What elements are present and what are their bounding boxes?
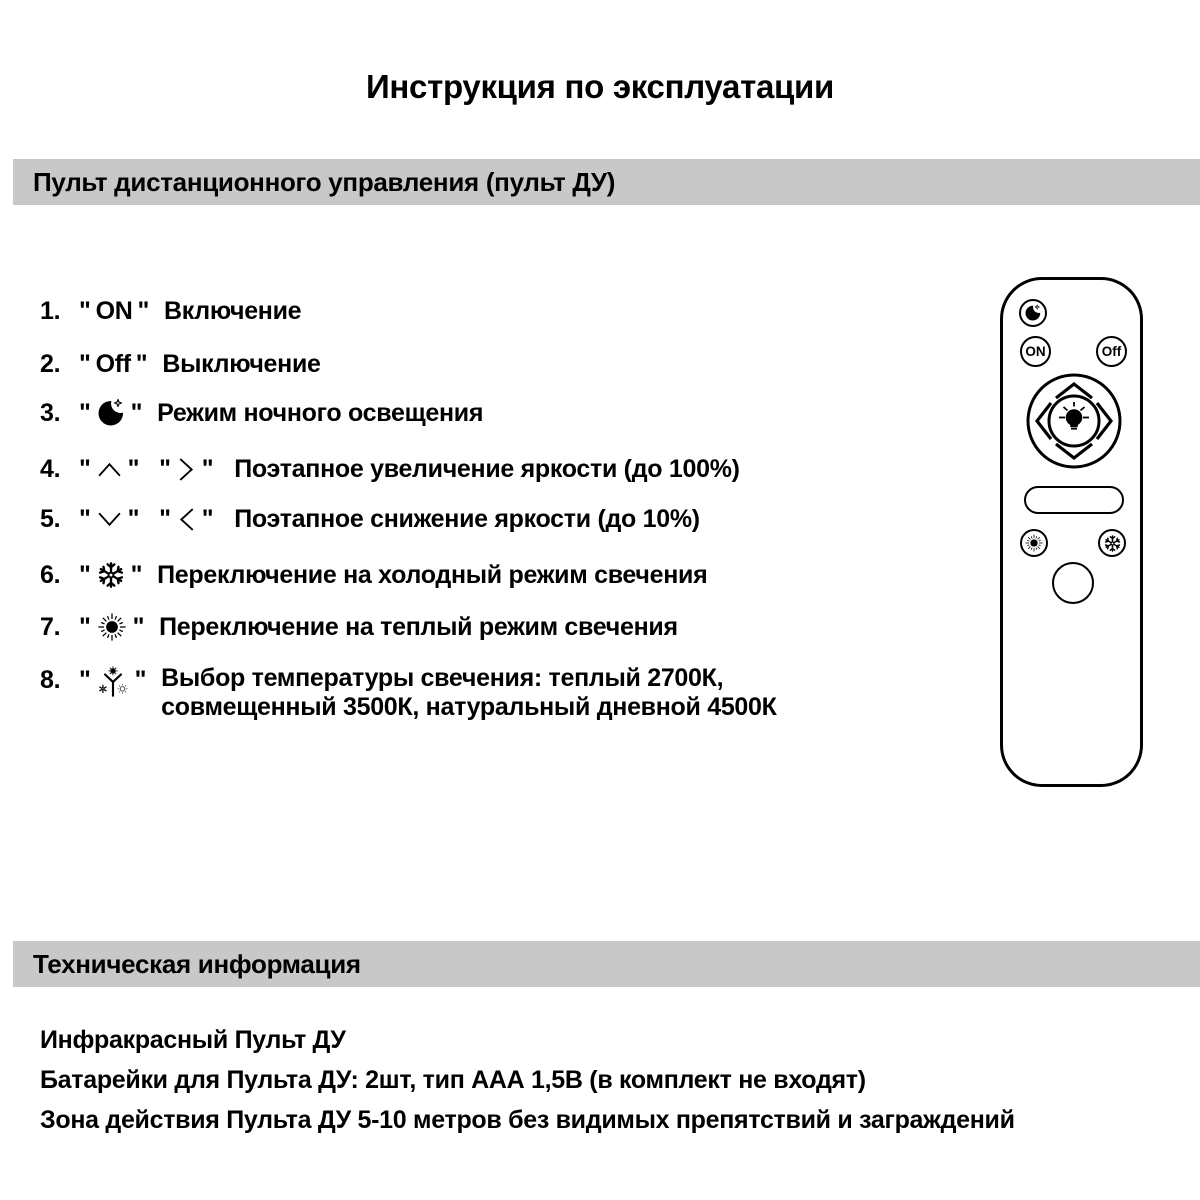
- instruction-item-5: [40, 505, 700, 534]
- remote-on-button: [1020, 336, 1051, 367]
- quote-mark: ": [79, 455, 91, 483]
- off-label: Off: [95, 350, 131, 378]
- quote-mark: ": [79, 297, 91, 325]
- chevron-down-icon: [96, 509, 123, 530]
- item-label: Поэтапное снижение яркости (до 10%): [234, 505, 700, 533]
- instruction-item-3: [40, 398, 483, 428]
- quote-mark: ": [130, 560, 143, 589]
- item-label: Режим ночного освещения: [157, 398, 484, 427]
- tech-info-line-3: Зона действия Пульта ДУ 5-10 метров без видимых препятствий и заграждений: [40, 1106, 1015, 1134]
- off-button-label: Off: [1101, 344, 1122, 359]
- quote-mark: ": [159, 455, 171, 483]
- item-label: [161, 664, 776, 722]
- section-header-tech: [13, 941, 1200, 987]
- instruction-item-7: [40, 611, 678, 643]
- remote-control-illustration: [1000, 277, 1143, 787]
- section-header-tech-label: Техническая информация: [33, 948, 361, 979]
- on-button-label: ON: [1025, 344, 1046, 359]
- quote-mark: ": [159, 505, 171, 533]
- item-number: 7.: [40, 612, 61, 641]
- chevron-left-icon: [176, 506, 197, 533]
- quote-mark: ": [201, 505, 214, 533]
- item-number: 1.: [40, 297, 61, 325]
- temperature-select-icon: [96, 666, 130, 700]
- sun-icon: [1024, 533, 1044, 553]
- quote-mark: ": [127, 455, 140, 483]
- quote-mark: ": [130, 398, 143, 427]
- item-number: 5.: [40, 505, 61, 533]
- moon-icon: [96, 398, 126, 428]
- instruction-item-4: [40, 455, 740, 484]
- snowflake-icon: [96, 560, 126, 590]
- quote-mark: ": [79, 612, 91, 641]
- item-label: Переключение на теплый режим свечения: [159, 612, 678, 641]
- item-number: 6.: [40, 560, 61, 589]
- instruction-item-8: [40, 664, 777, 722]
- instruction-item-6: [40, 560, 707, 590]
- quote-mark: ": [132, 612, 145, 641]
- moon-icon: [1024, 304, 1042, 322]
- quote-mark: ": [134, 666, 147, 694]
- item-label-line-2: совмещенный 3500К, натуральный дневной 4500К: [161, 693, 777, 721]
- item-label: Поэтапное увеличение яркости (до 100%): [234, 455, 740, 483]
- quote-mark: ": [79, 560, 91, 589]
- tech-info-line-1: Инфракрасный Пульт ДУ: [40, 1026, 346, 1054]
- remote-night-mode-button: [1019, 299, 1047, 327]
- item-number: 8.: [40, 666, 61, 694]
- quote-mark: ": [137, 297, 150, 325]
- item-number: 4.: [40, 455, 61, 483]
- quote-mark: ": [79, 666, 91, 694]
- section-header-remote-label: Пульт дистанционного управления (пульт ДУ): [33, 166, 616, 197]
- instruction-item-2: [40, 350, 321, 379]
- quote-mark: ": [201, 455, 214, 483]
- remote-warm-mode-button: [1020, 529, 1048, 557]
- page-title: Инструкция по эксплуатации: [366, 68, 834, 105]
- snowflake-icon: [1103, 534, 1122, 553]
- quote-mark: ": [135, 350, 148, 378]
- chevron-up-icon: [96, 459, 123, 480]
- on-label: ON: [95, 297, 133, 325]
- item-number: 2.: [40, 350, 61, 378]
- chevron-right-icon: [176, 456, 197, 483]
- tech-info-line-2: Батарейки для Пульта ДУ: 2шт, тип ААА 1,5В (в комплект не входят): [40, 1066, 866, 1094]
- sun-icon: [96, 611, 128, 643]
- section-header-remote: [13, 159, 1200, 205]
- item-label: Включение: [164, 297, 302, 325]
- item-label: Выключение: [162, 350, 321, 378]
- quote-mark: ": [79, 505, 91, 533]
- item-label: Переключение на холодный режим свечения: [157, 560, 708, 589]
- item-label-line-1: Выбор температуры свечения: теплый 2700К,: [161, 664, 724, 692]
- quote-mark: ": [127, 505, 140, 533]
- remote-plain-round-button: [1052, 562, 1094, 604]
- item-number: 3.: [40, 398, 61, 427]
- remote-pill-button: [1024, 486, 1124, 514]
- remote-off-button: [1096, 336, 1127, 367]
- quote-mark: ": [79, 350, 91, 378]
- remote-dpad: [1025, 372, 1123, 470]
- remote-cold-mode-button: [1098, 529, 1126, 557]
- quote-mark: ": [79, 398, 91, 427]
- instruction-item-1: [40, 297, 301, 326]
